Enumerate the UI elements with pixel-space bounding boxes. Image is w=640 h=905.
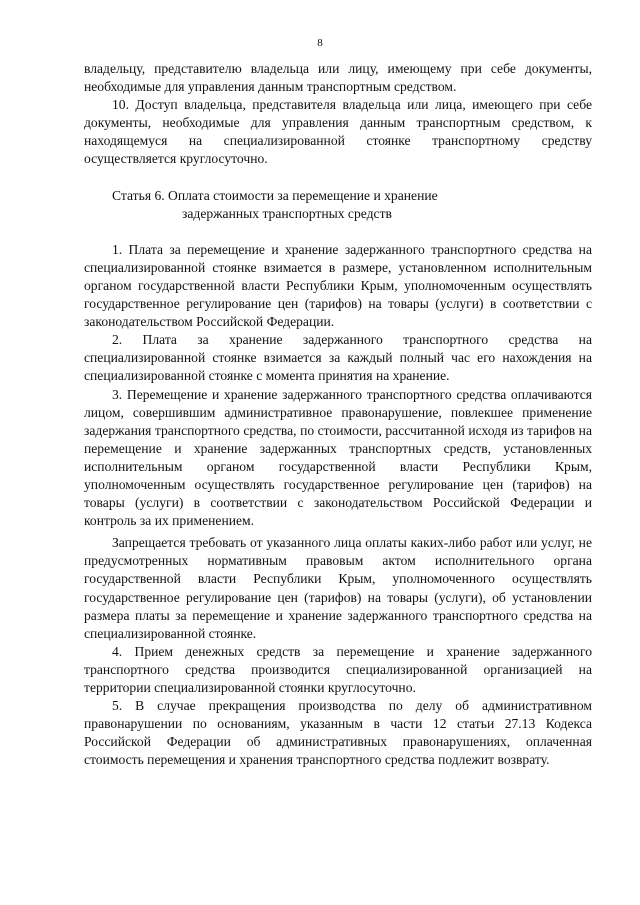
page-number: 8: [317, 37, 323, 49]
article-heading: [84, 187, 592, 223]
item-4: 4. Прием денежных средств за перемещение и хранение задержанного транспортного средства производится специализированной организацией на территории специализированной стоянки круглосуточно.: [84, 643, 592, 695]
item-2: 2. Плата за хранение задержанного транспортного средства на специализированной стоянке взимается за каждый полный час его нахождения на специализированной стоянке с момента принятия на хранение.: [84, 332, 592, 384]
article-title-line-1: Статья 6. Оплата стоимости за перемещение и хранение: [112, 187, 438, 203]
item-3-prohibition: Запрещается требовать от указанного лица оплаты каких-либо работ или услуг, не предусмотренных нормативным правовым актом исполнительного органа государственной власти Республики Крым, уполномоченного осуществлять государственное регулирование цен (тарифов) на товары (услуги), об установлении размера платы за перемещение и хранение задержанного транспортного средства на специализированной стоянке.: [84, 535, 592, 641]
article-title-line-2: задержанных транспортных средств: [182, 205, 392, 221]
document-body: [84, 60, 592, 769]
item-1: 1. Плата за перемещение и хранение задержанного транспортного средства на специализированной стоянке взимается в размере, установленном исполнительным органом государственной власти Республики Крым, уполномоченным осуществлять государственное регулирование цен (тарифов) на товары (услуги) в соответствии с законодательством Российской Федерации.: [84, 241, 592, 330]
paragraph-continuation: владельцу, представителю владельца или лицу, имеющему при себе документы, необходимые для управления данным транспортным средством.: [84, 61, 592, 95]
item-5: 5. В случае прекращения производства по делу об административном правонарушении по основаниям, указанным в части 12 статьи 27.13 Кодекса Российской Федерации об административных правонарушениях, оплаченная стоимость перемещения и хранения транспортного средства подлежит возврату.: [84, 698, 592, 768]
item-3: 3. Перемещение и хранение задержанного транспортного средства оплачиваются лицом, совершившим административное правонарушение, повлекшее применение задержания транспортного средства, по стоимости, рассчитанной исходя из тарифов на перемещение и хранение задержанных транспортных средств, установленных исполнительным органом государственной власти Республики Крым, уполномоченным осуществлять государственное регулирование цен (тарифов) на товары (услуги) в соответствии с законодательством Российской Федерации и контроль за их применением.: [84, 386, 592, 529]
paragraph-10: 10. Доступ владельца, представителя владельца или лица, имеющего при себе документы, необходимые для управления данным транспортным средством, к находящемуся на специализированной стоянке транспортному средству осуществляется круглосуточно.: [84, 97, 592, 167]
